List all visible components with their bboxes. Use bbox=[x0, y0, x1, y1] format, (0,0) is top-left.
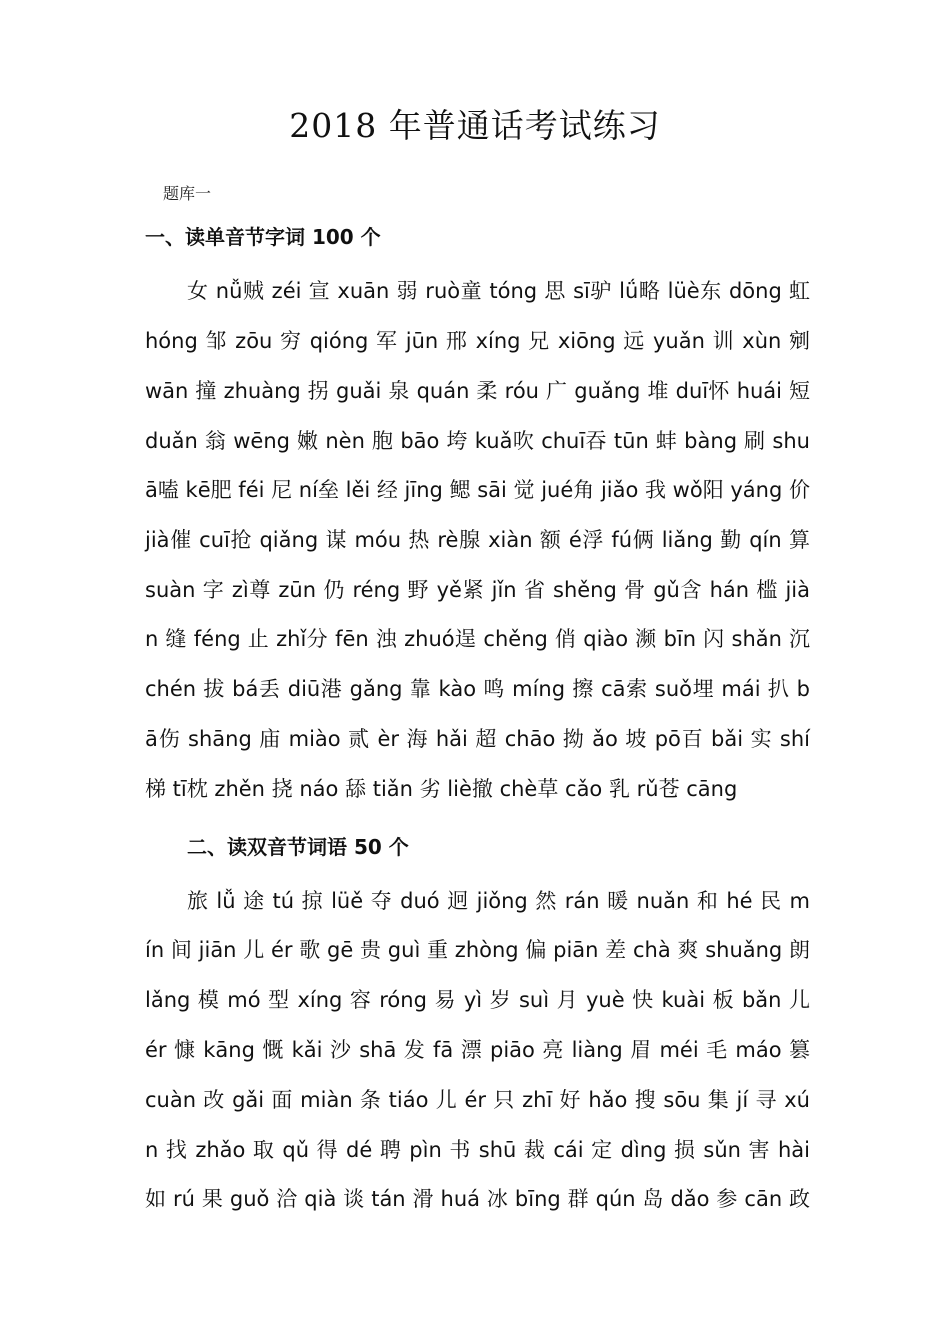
paragraph-line: 旅 lǚ 途 tú 掠 lüě 夺 duó 迥 jiǒng 然 rán 暖 nuǎn 和 hé 民 m bbox=[187, 889, 810, 913]
document-title: 2018 年普通话考试练习 bbox=[289, 106, 661, 145]
paragraph-line: n 缝 féng 止 zhǐ分 fēn 浊 zhuó逞 chěng 俏 qiào 濒 bīn 闪 shǎn 沉 bbox=[145, 627, 810, 651]
section-1-heading: 一、读单音节字词 100 个 bbox=[145, 225, 381, 249]
paragraph-line: ā嗑 kē肥 féi 尼 ní垒 lěi 经 jīng 鳃 sāi 觉 jué角 jiǎo 我 wǒ阳 yáng 价 bbox=[145, 478, 810, 502]
paragraph-line: hóng 邹 zōu 穷 qióng 军 jūn 邢 xíng 兄 xiōng 远 yuǎn 训 xùn 剜 bbox=[145, 329, 810, 353]
paragraph-line: 如 rú 果 guǒ 洽 qià 谈 tán 滑 huá 冰 bīng 群 qún 岛 dǎo 参 cān 政 bbox=[145, 1187, 810, 1211]
paragraph-line: ín 间 jiān 儿 ér 歌 gē 贵 guì 重 zhòng 偏 piān 差 chà 爽 shuǎng 朗 bbox=[145, 938, 810, 962]
paragraph-line: n 找 zhǎo 取 qǔ 得 dé 聘 pìn 书 shū 裁 cái 定 dìng 损 sǔn 害 hài bbox=[145, 1138, 810, 1162]
section-2-heading: 二、读双音节词语 50 个 bbox=[187, 835, 409, 859]
paragraph-line: wān 撞 zhuàng 拐 guǎi 泉 quán 柔 róu 广 guǎng 堆 duī怀 huái 短 bbox=[145, 379, 810, 403]
paragraph-line: lǎng 模 mó 型 xíng 容 róng 易 yì 岁 suì 月 yuè 快 kuài 板 bǎn 儿 bbox=[145, 988, 810, 1012]
paragraph-line: ā伤 shāng 庙 miào 贰 èr 海 hǎi 超 chāo 拗 ǎo 坡 pō百 bǎi 实 shí bbox=[145, 727, 810, 751]
paragraph-line: duǎn 翁 wēng 嫩 nèn 胞 bāo 垮 kuǎ吹 chuī吞 tūn 蚌 bàng 刷 shu bbox=[145, 429, 810, 453]
paragraph-line: suàn 字 zì尊 zūn 仍 réng 野 yě紧 jǐn 省 shěng 骨 gǔ含 hán 槛 jià bbox=[145, 578, 810, 602]
paragraph-line: ér 慷 kāng 慨 kǎi 沙 shā 发 fā 漂 piāo 亮 liàng 眉 méi 毛 máo 篡 bbox=[145, 1038, 810, 1062]
paragraph-line: jià催 cuī抢 qiǎng 谋 móu 热 rè腺 xiàn 额 é浮 fú俩 liǎng 勤 qín 算 bbox=[145, 528, 810, 552]
paragraph-line: chén 拔 bá丢 diū港 gǎng 靠 kào 鸣 míng 擦 cā索 suǒ埋 mái 扒 b bbox=[145, 677, 810, 701]
paragraph-line: 女 nǚ贼 zéi 宣 xuān 弱 ruò童 tóng 思 sī驴 lǘ略 lüè东 dōng 虹 bbox=[187, 279, 810, 303]
paragraph-line: cuàn 改 gǎi 面 miàn 条 tiáo 儿 ér 只 zhī 好 hǎo 搜 sōu 集 jí 寻 xú bbox=[145, 1088, 810, 1112]
paragraph-line: 梯 tī枕 zhěn 挠 náo 舔 tiǎn 劣 liè撤 chè草 cǎo 乳 rǔ苍 cāng bbox=[145, 777, 738, 801]
question-bank-label: 题库一 bbox=[163, 184, 212, 203]
